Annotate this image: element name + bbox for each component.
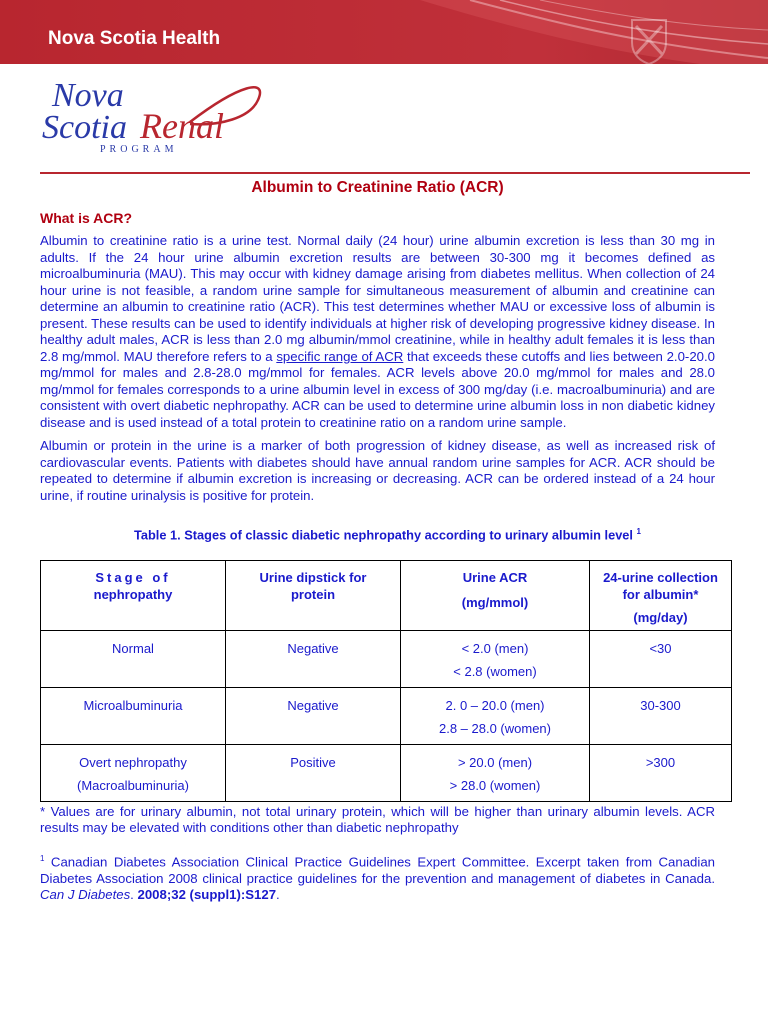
row-dipstick: Positive bbox=[226, 744, 401, 801]
header-collection-line3: (mg/day) bbox=[633, 609, 688, 625]
row-collection: >300 bbox=[590, 744, 732, 801]
footnote-text: Canadian Diabetes Association Clinical Practice Guidelines Expert Committee. Excerpt taken from Canadian Diabetes Association 2008 clinical practice guidelines for the prevention and management of diabetes in Canada. bbox=[40, 854, 715, 886]
row-acr-men: > 20.0 (men) bbox=[457, 754, 533, 770]
row-stage bbox=[41, 744, 226, 801]
document-body bbox=[40, 176, 718, 904]
table-row bbox=[41, 687, 732, 744]
row-dipstick: Negative bbox=[226, 630, 401, 687]
header-dipstick-line2: protein bbox=[290, 586, 336, 602]
paragraph-1-text-a: Albumin to creatinine ratio is a urine test. Normal daily (24 hour) urine albumin excretion is less than 30 mg in adults. If the 24 hour urine albumin excretion results are between 30-300 mg it becomes defined as microalbuminuria (MAU). This may occur with kidney damage arising from diabetes mellitus. When collection of 24 hour urine is not feasible, a random urine sample for simultaneous measurement of albumin and creatinine can determine an albumin to creatinine ratio (ACR). This test determines whether MAU or excessive loss of albumin is present. These results can be used to identify individuals at higher risk of developing progressive kidney disease. In healthy adult males, ACR is less than 2.0 mg albumin/mmol creatinine, while in healthy adult females it is less than 2.8 mg/mmol. MAU therefore refers to a bbox=[40, 233, 715, 364]
paragraph-1 bbox=[40, 233, 715, 431]
document-title: Albumin to Creatinine Ratio (ACR) bbox=[251, 179, 504, 196]
row-acr bbox=[401, 744, 590, 801]
acr-range-link[interactable]: specific range of ACR bbox=[276, 348, 404, 364]
header-acr bbox=[401, 560, 590, 630]
table-row bbox=[41, 630, 732, 687]
table-row bbox=[41, 744, 732, 801]
table-caption-ref: 1 bbox=[636, 527, 641, 536]
header-stage-line1: Stage of bbox=[95, 569, 171, 585]
row-stage-text: Overt nephropathy bbox=[79, 754, 187, 770]
row-acr bbox=[401, 687, 590, 744]
row-stage-subtext: (Macroalbuminuria) bbox=[77, 777, 189, 793]
header-stage bbox=[41, 560, 226, 630]
row-stage bbox=[41, 687, 226, 744]
footnote-journal: Can J Diabetes bbox=[40, 887, 131, 903]
row-collection: 30-300 bbox=[590, 687, 732, 744]
paragraph-2: Albumin or protein in the urine is a marker of both progression of kidney disease, as well as increased risk of cardiovascular events. Patients with diabetes should have annual random urine samples for ACR. ACR should be repeated to determine if albumin excretion is increasing or decreasing. ACR can be ordered instead of a 24 hour urine, if routine urinalysis is positive for protein. bbox=[40, 438, 715, 503]
header-divider bbox=[40, 172, 750, 174]
row-acr-men: < 2.0 (men) bbox=[461, 640, 529, 656]
table-caption bbox=[60, 524, 715, 544]
logo-line2b: Renal bbox=[140, 106, 224, 146]
header-dipstick-line1: Urine dipstick for bbox=[259, 569, 367, 585]
row-stage-text: Microalbuminuria bbox=[83, 697, 183, 713]
header-collection-line1: 24-urine collection bbox=[603, 569, 718, 585]
row-dipstick: Negative bbox=[226, 687, 401, 744]
header-collection-line2: for albumin* bbox=[622, 586, 699, 602]
logo-line3: PROGRAM bbox=[100, 144, 178, 155]
program-logo bbox=[40, 74, 270, 156]
row-acr-women: < 2.8 (women) bbox=[453, 663, 537, 679]
logo-line2a: Scotia bbox=[42, 109, 127, 146]
header-stage-line2: nephropathy bbox=[93, 586, 173, 602]
nephropathy-stages-table bbox=[40, 560, 732, 802]
section-heading: What is ACR? bbox=[40, 209, 133, 226]
footnote-sep: . bbox=[130, 887, 138, 903]
row-acr-women: 2.8 – 28.0 (women) bbox=[438, 720, 551, 736]
row-acr-men: 2. 0 – 20.0 (men) bbox=[445, 697, 545, 713]
org-name: Nova Scotia Health bbox=[48, 28, 221, 49]
row-stage bbox=[41, 630, 226, 687]
footnote bbox=[40, 851, 715, 904]
table-note: * Values are for urinary albumin, not total urinary protein, which will be higher than urinary albumin levels. ACR results may be elevated with conditions other than diabetic nephropathy bbox=[40, 803, 715, 836]
table-header-row bbox=[41, 560, 732, 630]
row-stage-text: Normal bbox=[112, 640, 154, 656]
logo-line1: Nova bbox=[52, 77, 124, 114]
table-caption-text: Table 1. Stages of classic diabetic nephropathy according to urinary albumin level bbox=[134, 527, 633, 543]
row-collection: <30 bbox=[590, 630, 732, 687]
header-acr-line1: Urine ACR bbox=[462, 569, 528, 585]
footnote-ref: 1 bbox=[40, 853, 45, 863]
header-banner bbox=[0, 0, 768, 64]
footnote-citation: 2008;32 (suppl1):S127 bbox=[137, 887, 277, 903]
header-acr-line2: (mg/mmol) bbox=[461, 594, 529, 610]
row-acr bbox=[401, 630, 590, 687]
footnote-end: . bbox=[276, 887, 280, 903]
paragraph-1-text-b: that exceeds these cutoffs and lies between 2.0-20.0 mg/mmol for males and 2.8-28.0 mg/mmol for females. ACR levels above 20.0 mg/mmol for males and 28.0 mg/mmol for females corresponds to a urine albumin level in excess of 300 mg/day (i.e. macroalbuminuria) and are consistent with overt diabetic nephropathy. ACR can be used to determine urine albumin loss in non diabetic kidney disease and is used instead of a total protein to creatinine ratio on a random urine sample. bbox=[40, 348, 715, 430]
header-collection bbox=[590, 560, 732, 630]
header-dipstick bbox=[226, 560, 401, 630]
row-acr-women: > 28.0 (women) bbox=[449, 777, 541, 793]
